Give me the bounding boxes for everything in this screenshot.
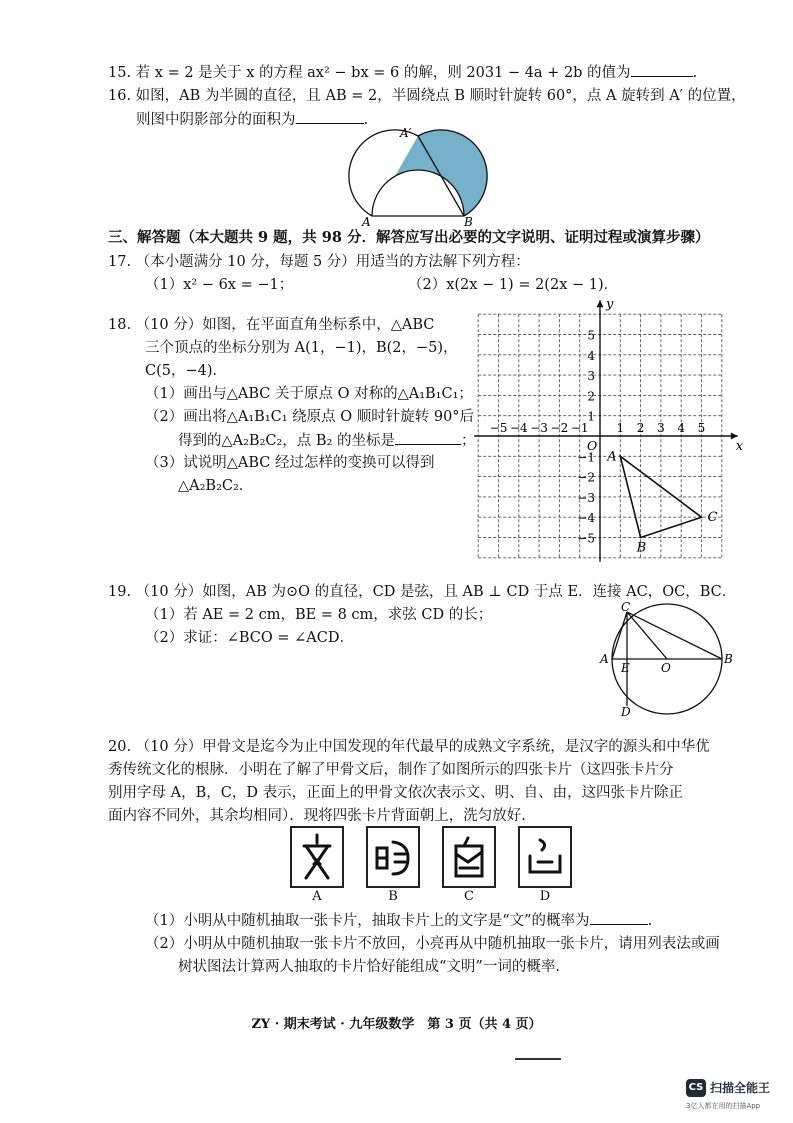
segment-bc bbox=[627, 612, 722, 659]
label-c: C bbox=[621, 600, 631, 614]
scanner-logo-icon: CS bbox=[686, 1079, 706, 1097]
label-b: B bbox=[464, 215, 473, 229]
question-17-line1: 17. （本小题满分 10 分，每题 5 分）用适当的方法解下列方程： bbox=[108, 254, 530, 270]
card-d-letter: D bbox=[539, 889, 551, 904]
card-c[interactable] bbox=[442, 826, 496, 904]
question-20-line1: 20. （10 分）甲骨文是迄今为止中国发现的年代最早的成熟文字系统，是汉字的源头和中华优 bbox=[108, 739, 710, 755]
x-tick-label: −1 bbox=[570, 421, 589, 435]
vertex-label-a: A bbox=[607, 449, 617, 465]
label-d: D bbox=[621, 705, 631, 719]
question-20-tail: . bbox=[647, 913, 653, 929]
label-aprime: A′ bbox=[400, 126, 412, 140]
oracle-bone-cards bbox=[290, 826, 570, 906]
question-20-part1 bbox=[145, 910, 652, 931]
scanner-app-name: 扫描全能王 bbox=[710, 1081, 771, 1095]
question-15-text: 15. 若 x = 2 是关于 x 的方程 ax² − bx = 6 的解，则 2031 − 4a + 2b 的值为 bbox=[108, 65, 631, 81]
x-tick-label: −4 bbox=[509, 421, 528, 435]
oracle-wen-glyph bbox=[292, 828, 342, 886]
x-tick-label: 3 bbox=[657, 421, 665, 435]
question-18-line3: C(5，−4)． bbox=[145, 363, 228, 379]
card-d[interactable] bbox=[518, 826, 572, 904]
vertex-label-c: C bbox=[707, 510, 718, 526]
question-16-tail: . bbox=[363, 112, 369, 128]
coordinate-grid bbox=[475, 297, 744, 567]
question-18-line2: 三个顶点的坐标分别为 A(1，−1)，B(2，−5)， bbox=[145, 340, 458, 356]
card-c-letter: C bbox=[464, 889, 474, 904]
scanner-tagline: 3亿人都在用的扫描App bbox=[686, 1102, 761, 1110]
x-tick-label: 2 bbox=[636, 421, 645, 435]
question-20-line2: 秀传统文化的根脉．小明在了解了甲骨文后，制作了如图所示的四张卡片（这四张卡片分 bbox=[108, 762, 674, 778]
question-18-part2b bbox=[178, 430, 476, 451]
question-19-part2: （2）求证：∠BCO = ∠ACD． bbox=[145, 630, 354, 646]
y-tick-label: 2 bbox=[587, 389, 595, 404]
label-b: B bbox=[724, 652, 733, 666]
answer-blank-16[interactable] bbox=[296, 109, 364, 124]
question-20-part2b: 树状图法计算两人抽取的卡片恰好能组成“文明”一词的概率. bbox=[178, 959, 560, 975]
y-tick-label: −1 bbox=[577, 450, 595, 465]
question-17-part2: （2）x(2x − 1) = 2(2x − 1)． bbox=[408, 277, 619, 293]
y-axis-arrow bbox=[597, 300, 604, 307]
question-20-part2a: （2）小明从中随机抽取一张卡片不放回，小亮再从中随机抽取一张卡片，请用列表法或画 bbox=[145, 936, 720, 952]
footer-rule bbox=[515, 1058, 561, 1060]
x-tick-label: −5 bbox=[489, 421, 508, 435]
question-19-line1: 19. （10 分）如图，AB 为⊙O 的直径，CD 是弦，且 AB ⊥ CD 于点 E．连接 AC，OC，BC． bbox=[108, 584, 737, 600]
oracle-you-glyph bbox=[520, 828, 570, 886]
y-axis-label: y bbox=[606, 297, 614, 313]
x-tick-label: 4 bbox=[677, 421, 686, 435]
question-15-tail: . bbox=[692, 65, 698, 81]
label-a: A bbox=[362, 215, 371, 229]
segment-oc bbox=[627, 612, 667, 659]
y-tick-label: 5 bbox=[587, 328, 595, 343]
card-a-letter: A bbox=[312, 889, 322, 904]
y-tick-label: 1 bbox=[587, 409, 595, 424]
question-16-line2 bbox=[136, 109, 368, 130]
answer-blank-18[interactable] bbox=[395, 430, 461, 445]
question-18-line1: 18. （10 分）如图，在平面直角坐标系中，△ABC bbox=[108, 317, 435, 333]
y-tick-label: −5 bbox=[577, 531, 595, 546]
card-a[interactable] bbox=[290, 826, 344, 904]
question-20-line3: 别用字母 A，B，C，D 表示，正面上的甲骨文依次表示文、明、自、由，这四张卡片除正 bbox=[108, 785, 684, 801]
x-axis-label: x bbox=[735, 439, 744, 454]
question-18-text: 得到的△A₂B₂C₂，点 B₂ 的坐标是 bbox=[178, 433, 395, 449]
question-18-part3a: （3）试说明△ABC 经过怎样的变换可以得到 bbox=[145, 455, 435, 471]
question-18-part2a: （2）画出将△A₁B₁C₁ 绕原点 O 顺时针旋转 90°后 bbox=[145, 409, 475, 425]
question-16-line1: 16. 如图，AB 为半圆的直径，且 AB = 2，半圆绕点 B 顺时针旋转 60°，点 A 旋转到 A′ 的位置， bbox=[108, 88, 746, 104]
question-16-text: 则图中阴影部分的面积为 bbox=[136, 112, 296, 128]
answer-blank-15[interactable] bbox=[631, 62, 693, 77]
page-footer: ZY · 期末考试 · 九年级数学 第 3 页（共 4 页） bbox=[251, 1017, 542, 1032]
card-b-letter: B bbox=[388, 889, 398, 904]
y-tick-label: −2 bbox=[577, 470, 595, 485]
question-18-tail: ； bbox=[461, 433, 476, 449]
question-18-part1: （1）画出与△ABC 关于原点 O 对称的△A₁B₁C₁； bbox=[145, 386, 473, 402]
x-tick-label: 5 bbox=[697, 421, 706, 435]
label-e: E bbox=[621, 661, 630, 675]
question-17-part1: （1）x² − 6x = −1； bbox=[145, 277, 294, 293]
label-o: O bbox=[661, 661, 671, 675]
segment-ac bbox=[612, 612, 627, 659]
answer-blank-20[interactable] bbox=[590, 910, 648, 925]
section-3-title: 三、解答题（本大题共 9 题，共 98 分．解答应写出必要的文字说明、证明过程或演算步骤） bbox=[108, 229, 710, 246]
origin-label: O bbox=[587, 438, 598, 453]
question-15 bbox=[108, 62, 697, 83]
vertex-label-b: B bbox=[636, 540, 647, 556]
y-tick-label: −3 bbox=[577, 490, 595, 505]
y-tick-label: −4 bbox=[577, 511, 595, 526]
x-tick-label: −2 bbox=[550, 421, 569, 435]
y-tick-label: 4 bbox=[587, 348, 595, 363]
question-18-part3b: △A₂B₂C₂． bbox=[178, 478, 254, 494]
rotated-semicircle-figure bbox=[362, 128, 482, 228]
oracle-ming-glyph bbox=[368, 828, 418, 886]
question-20-text: （1）小明从中随机抽取一张卡片，抽取卡片上的文字是“文”的概率为 bbox=[145, 913, 590, 929]
card-b[interactable] bbox=[366, 826, 420, 904]
circle-figure bbox=[597, 598, 737, 720]
label-a: A bbox=[600, 652, 609, 666]
question-19-part1: （1）若 AE = 2 cm，BE = 8 cm，求弦 CD 的长； bbox=[145, 607, 493, 623]
question-20-line4: 面内容不同外，其余均相同）．现将四张卡片背面朝上，洗匀放好． bbox=[108, 808, 536, 824]
y-tick-label: 3 bbox=[587, 369, 595, 384]
x-tick-label: 1 bbox=[616, 421, 625, 435]
x-tick-label: −3 bbox=[530, 421, 548, 435]
oracle-zi-glyph bbox=[444, 828, 494, 886]
